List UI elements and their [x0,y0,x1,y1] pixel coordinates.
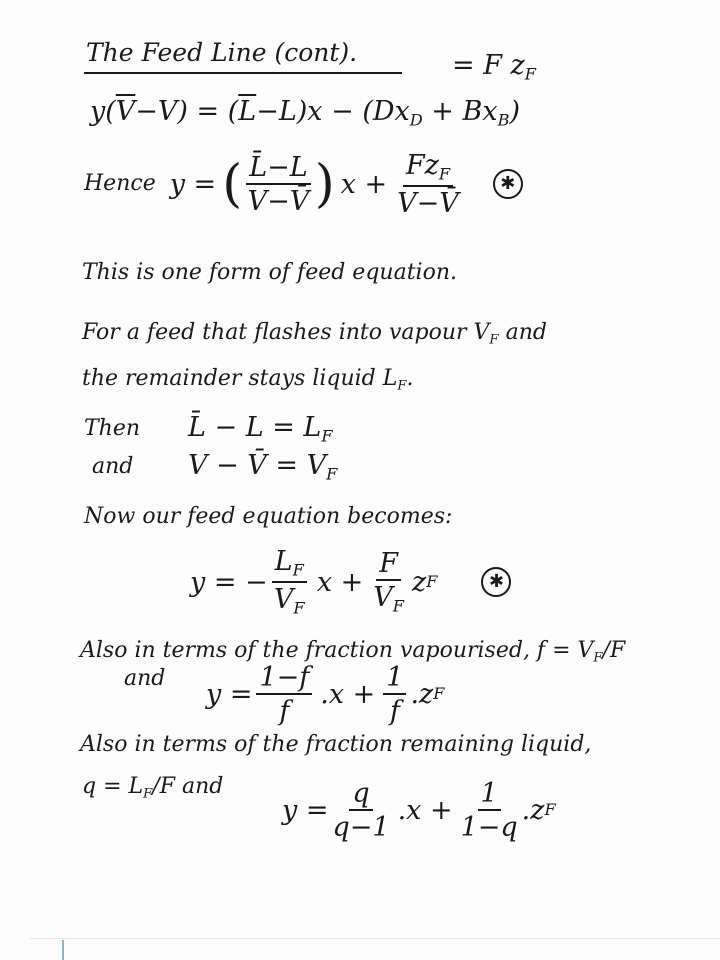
para2-line1-text: For a feed that flashes into vapour V [82,320,490,345]
paragraph-now-becomes: Now our feed equation becomes: [84,504,453,529]
paragraph-fraction-liquid: Also in terms of the fraction remaining liquid, [80,732,592,757]
hence-open-paren: ( [222,153,243,214]
eq1-vbar: $\overline{V}$ [115,96,136,127]
eq3-y-eq: y = [206,679,253,710]
eq3-z-sub: F [433,684,445,704]
hence-x-plus: x + [340,168,388,200]
hence-frac1-numerator: L̄−L [246,154,310,185]
hence-frac2-num-sub: F [438,164,451,184]
para4-end: /F [602,638,626,663]
hence-frac1-denominator: V−V̄ [247,185,310,217]
eq4-y-eq: y = [282,795,329,826]
eq3-x-plus: .x + [320,679,376,710]
para4-sub: F [593,650,603,666]
hence-label: Hence [84,171,156,197]
scan-margin-mark [62,940,64,960]
eq3-fraction-slope [256,664,312,725]
hence-frac2-numerator [403,152,453,187]
and1-eq-text: V − V̄ = V [188,450,327,481]
hence-frac2-denominator: V−V̄ [397,187,459,219]
eq4-x-plus: .x + [397,795,453,826]
and1-eq-sub: F [326,464,338,484]
then-eq-text: L̄ − L = L [188,412,322,443]
and-label-1: and [92,454,134,479]
eq2-frac1-num-text: L [274,546,293,577]
eq1-lbar: $\overline{L}$ [238,96,257,127]
star-marker-icon: ✱ [481,567,511,597]
eq3-frac2-denominator: f [389,696,400,727]
eq2-frac1-denominator [274,583,305,617]
para2-line2-text: the remainder stays liquid L [82,366,398,391]
eq4-frac2-denominator: 1−q [460,812,518,843]
equation-hence [84,152,523,217]
eq2-frac2-numerator: F [376,550,401,581]
para2-line2-end: . [406,366,414,391]
eq1-sub-b: B [497,110,510,130]
eq4-fraction-intercept [461,780,518,841]
eq2-frac2-denominator [373,581,404,615]
eq3-frac1-numerator: 1−f [256,664,312,695]
then-label: Then [84,416,141,441]
para2-line1-sub: F [489,332,499,348]
side-annotation [452,52,536,83]
eq2-frac1-den-text: V [273,583,294,615]
eq4-z: .z [521,795,545,826]
page-edge-line [30,938,720,939]
q-def-text: q = L [82,774,144,799]
side-annotation-sub: F [524,64,536,84]
and-equation-1 [188,452,337,483]
eq4-frac2-numerator: 1 [478,780,501,811]
eq4-frac1-denominator: q−1 [332,812,390,843]
equation-feed-flash [190,548,511,617]
eq1-close: ) [509,96,521,127]
eq3-z: .z [410,679,434,710]
and-label-2: and [124,666,166,691]
eq2-z: z [412,566,427,598]
eq4-z-sub: F [544,800,556,820]
para2-line2-sub: F [397,378,407,394]
hence-y-eq: y = [169,168,217,200]
eq2-frac2-den-sub: F [392,596,405,616]
q-definition [82,776,223,801]
equation-vapourised [206,664,445,725]
eq1-plus: + Bx [422,96,498,127]
hence-close-paren: ) [314,153,335,214]
then-equation [188,414,333,445]
hence-frac2-num-text: Fz [405,150,439,181]
eq3-fraction-intercept [383,664,406,725]
paragraph-flash-line1 [82,322,547,347]
eq2-frac1-numerator [272,548,307,583]
eq2-x-plus: x + [316,566,364,598]
hence-fraction-slope [246,151,310,217]
eq4-fraction-slope [332,780,389,841]
paragraph-flash-line2 [82,368,414,393]
eq2-frac1-num-sub: F [292,560,304,580]
side-annotation-text: = F z [452,50,525,81]
paragraph-fraction-vapourised [80,640,625,665]
eq1-sub-d: D [409,110,423,130]
eq4-frac1-numerator: q [349,780,372,811]
star-marker-icon: ✱ [493,169,523,199]
then-eq-sub: F [321,426,333,446]
equation-mass-balance [90,98,520,129]
q-def-sub: F [143,786,153,802]
eq2-fraction-intercept [373,547,405,616]
eq2-z-sub: F [426,572,438,592]
eq2-frac1-den-sub: F [293,598,305,618]
eq1-lhs: y( [90,96,116,127]
title-underline [84,72,402,74]
eq2-fraction-slope [272,548,307,617]
eq2-y-eq: y = − [190,566,268,598]
paragraph-feed-form: This is one form of feed equation. [82,260,457,285]
para4-text: Also in terms of the fraction vapourised, f = V [80,638,594,663]
equation-liquid-fraction [282,780,556,841]
eq2-frac2-den-text: V [373,581,393,613]
q-def-end: /F and [152,774,224,799]
eq3-frac2-numerator: 1 [383,664,406,695]
eq3-frac1-denominator: f [279,696,290,727]
eq1-lhs-rest: −V) = ( [135,96,239,127]
page-title: The Feed Line (cont). [86,38,358,67]
para2-line1-end: and [498,320,547,345]
hence-fraction-intercept [397,152,459,217]
eq1-middle: −L)x − (Dx [256,96,410,127]
